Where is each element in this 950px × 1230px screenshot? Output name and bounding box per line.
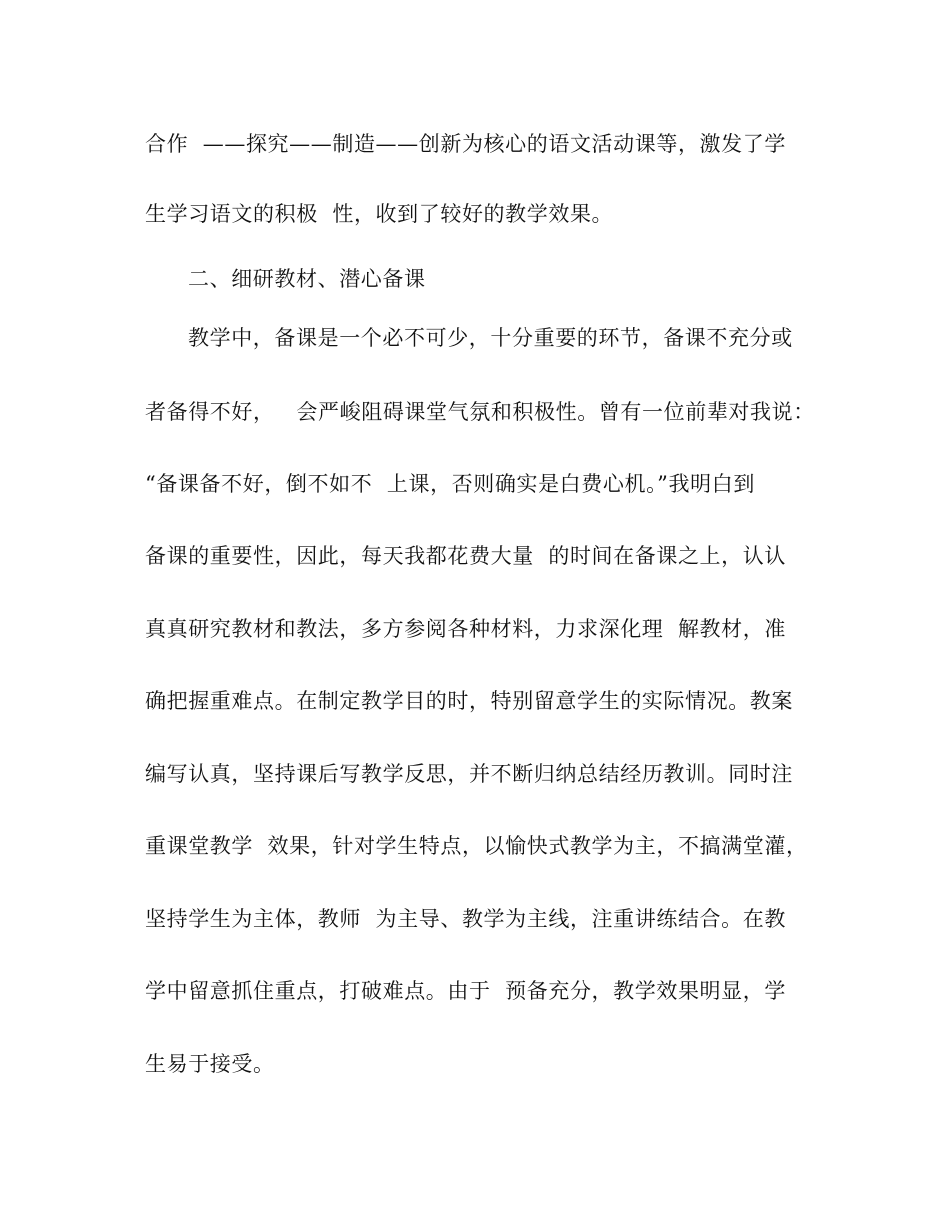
paragraph-line-2: 生学习语文的积极 性，收到了较好的教学效果。 [145,202,614,226]
paragraph-line-6: 备课的重要性，因此，每天我都花费大量 的时间在备课之上，认认 [145,544,786,568]
paragraph-line-4: 者备得不好， 会严峻阻碍课堂气氛和积极性。曾有一位前辈对我说： [145,400,815,424]
paragraph-line-3: 教学中，备课是一个必不可少，十分重要的环节，备课不充分或 [188,326,793,350]
paragraph-line-11: 坚持学生为主体，教师 为主导、教学为主线，注重讲练结合。在教 [145,907,786,931]
paragraph-line-7: 真真研究教材和教法，多方参阅各种材料，力求深化理 解教材，准 [145,617,786,641]
paragraph-line-5: “备课备不好，倒不如不 上课，否则确实是白费心机。”我明白到 [145,472,755,496]
section-heading: 二、细研教材、潜心备课 [188,267,426,291]
paragraph-line-8: 确把握重难点。在制定教学目的时，特别留意学生的实际情况。教案 [145,689,793,713]
paragraph-line-1: 合作 ——探究——制造——创新为核心的语文活动课等，激发了学 [145,132,786,156]
paragraph-line-13: 生易于接受。 [145,1052,275,1076]
paragraph-line-9: 编写认真，坚持课后写教学反思，并不断归纳总结经历教训。同时注 [145,762,793,786]
paragraph-line-12: 学中留意抓住重点，打破难点。由于 预备充分，教学效果明显，学 [145,979,786,1003]
paragraph-line-10: 重课堂教学 效果，针对学生特点，以愉快式教学为主，不搞满堂灌， [145,834,808,858]
